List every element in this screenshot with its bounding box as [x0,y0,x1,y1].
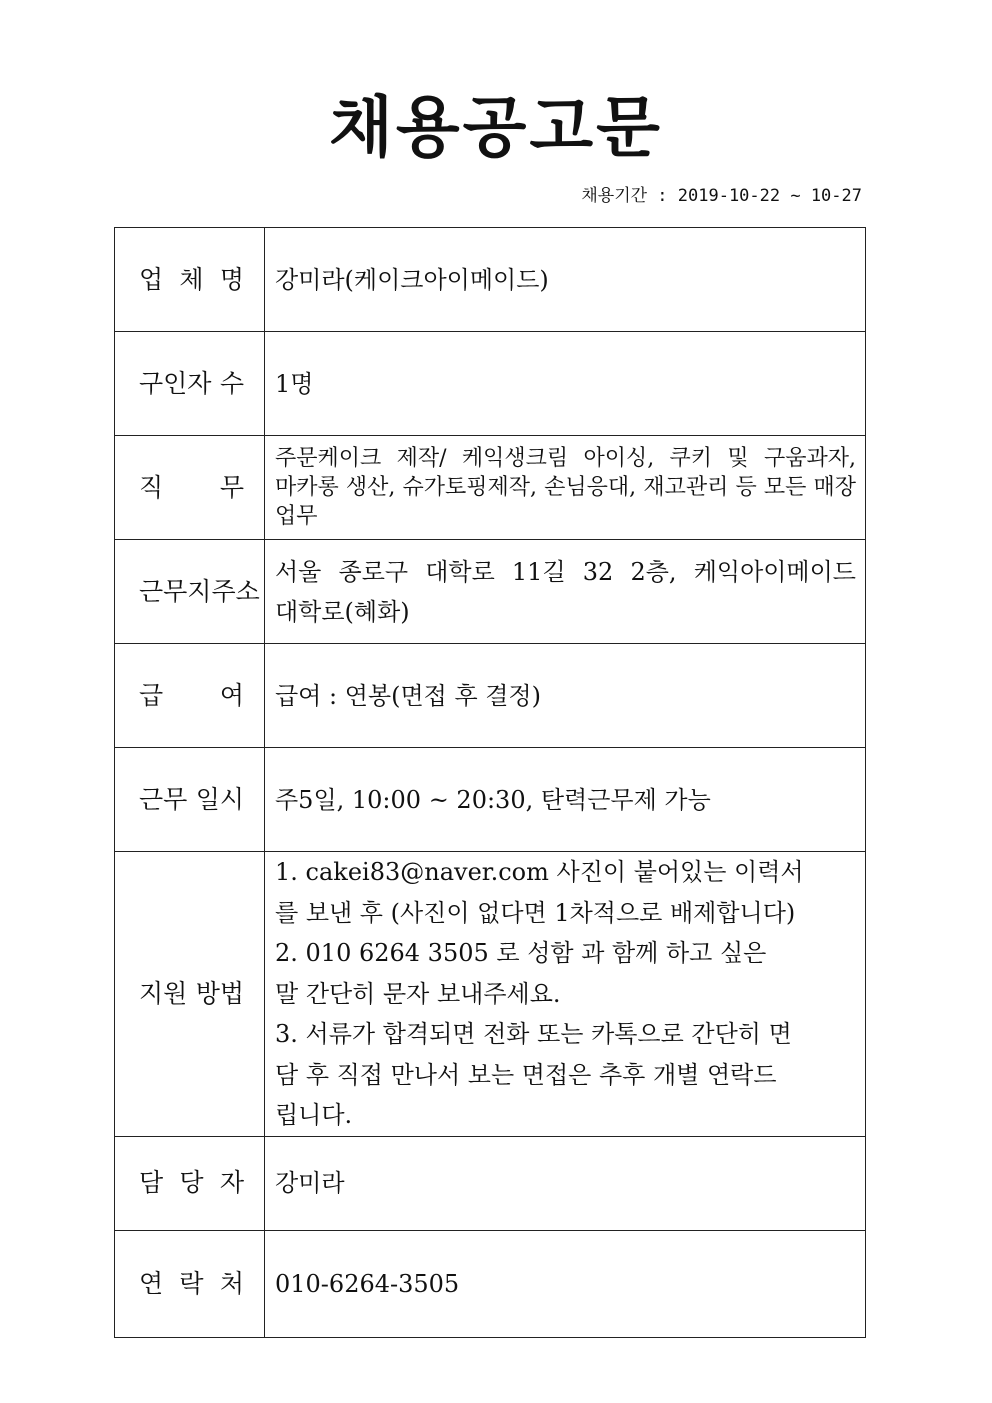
method-line: 립니다. [275,1101,353,1129]
application-method-label [115,852,265,1137]
label-char: 연 [139,1268,164,1298]
label-char: 수 [219,368,244,398]
row-work-schedule [115,748,866,852]
document-title: 채용공고문 [329,88,663,166]
duty-value: 주문케이크 제작/ 케익생크림 아이싱, 쿠키 및 구움과자, 마카롱 생산, 슈가토핑제작, 손님응대, 재고관리 등 모든 매장 업무 [265,436,866,540]
label-char: 직 [139,472,164,502]
duty-label [115,436,265,540]
label-char: 락 [179,1268,204,1298]
label-char: 체 [179,264,204,294]
method-line: 말 간단히 문자 보내주세요. [275,979,561,1008]
label-char: 업 [139,264,164,294]
application-method-value [265,852,866,1137]
work-schedule-value: 주5일, 10:00 ~ 20:30, 탄력근무제 가능 [265,748,866,852]
row-address [115,540,866,644]
label-char: 담 [139,1168,164,1197]
phone-value: 010-6264-3505 [265,1230,866,1337]
label-char: 명 [219,264,244,294]
label-char: 처 [219,1268,244,1298]
row-application-method [115,852,866,1137]
headcount-value: 1명 [265,332,866,436]
row-duty [115,436,866,540]
address-value: 서울 종로구 대학로 11길 32 2층, 케익아이메이드 대학로(혜화) [265,540,866,644]
salary-label [115,644,265,748]
label-char: 급 [139,680,164,710]
method-line: 를 보낸 후 (사진이 없다면 1차적으로 배제합니다) [275,898,796,927]
method-line: 1. cakei83@naver.com 사진이 붙어있는 이력서 [275,858,804,886]
row-salary [115,644,866,748]
method-line: 담 후 직접 만나서 보는 면접은 추후 개별 연락드 [275,1060,777,1089]
contact-person-label [115,1136,265,1230]
label-char: 자 [219,1168,244,1197]
method-line: 2. 010 6264 3505 로 성함 과 함께 하고 싶은 [275,939,767,967]
label-char: 여 [219,680,244,710]
label-char: 당 [179,1168,204,1197]
label-char: 주소 [211,576,260,606]
label-char: 근무 [139,784,188,814]
label-char: 구인자 [139,368,212,398]
label-char: 방법 [195,978,244,1008]
row-phone [115,1230,866,1337]
salary-value: 급여 : 연봉(면접 후 결정) [265,644,866,748]
contact-person-value: 강미라 [265,1136,866,1230]
label-char: 지원 [139,978,188,1008]
headcount-label [115,332,265,436]
work-schedule-label [115,748,265,852]
phone-label [115,1230,265,1337]
row-headcount [115,332,866,436]
row-contact-person [115,1136,866,1230]
label-char: 일시 [195,784,244,814]
company-value: 강미라(케이크아이메이드) [265,228,866,332]
recruitment-period: 채용기간 : 2019-10-22 ~ 10-27 [581,186,862,206]
job-info-table [114,227,866,1338]
address-label [115,540,265,644]
row-company [115,228,866,332]
label-char: 무 [219,472,244,502]
method-line: 3. 서류가 합격되면 전화 또는 카톡으로 간단히 면 [275,1020,792,1048]
label-char: 근무지 [139,576,212,606]
company-label [115,228,265,332]
